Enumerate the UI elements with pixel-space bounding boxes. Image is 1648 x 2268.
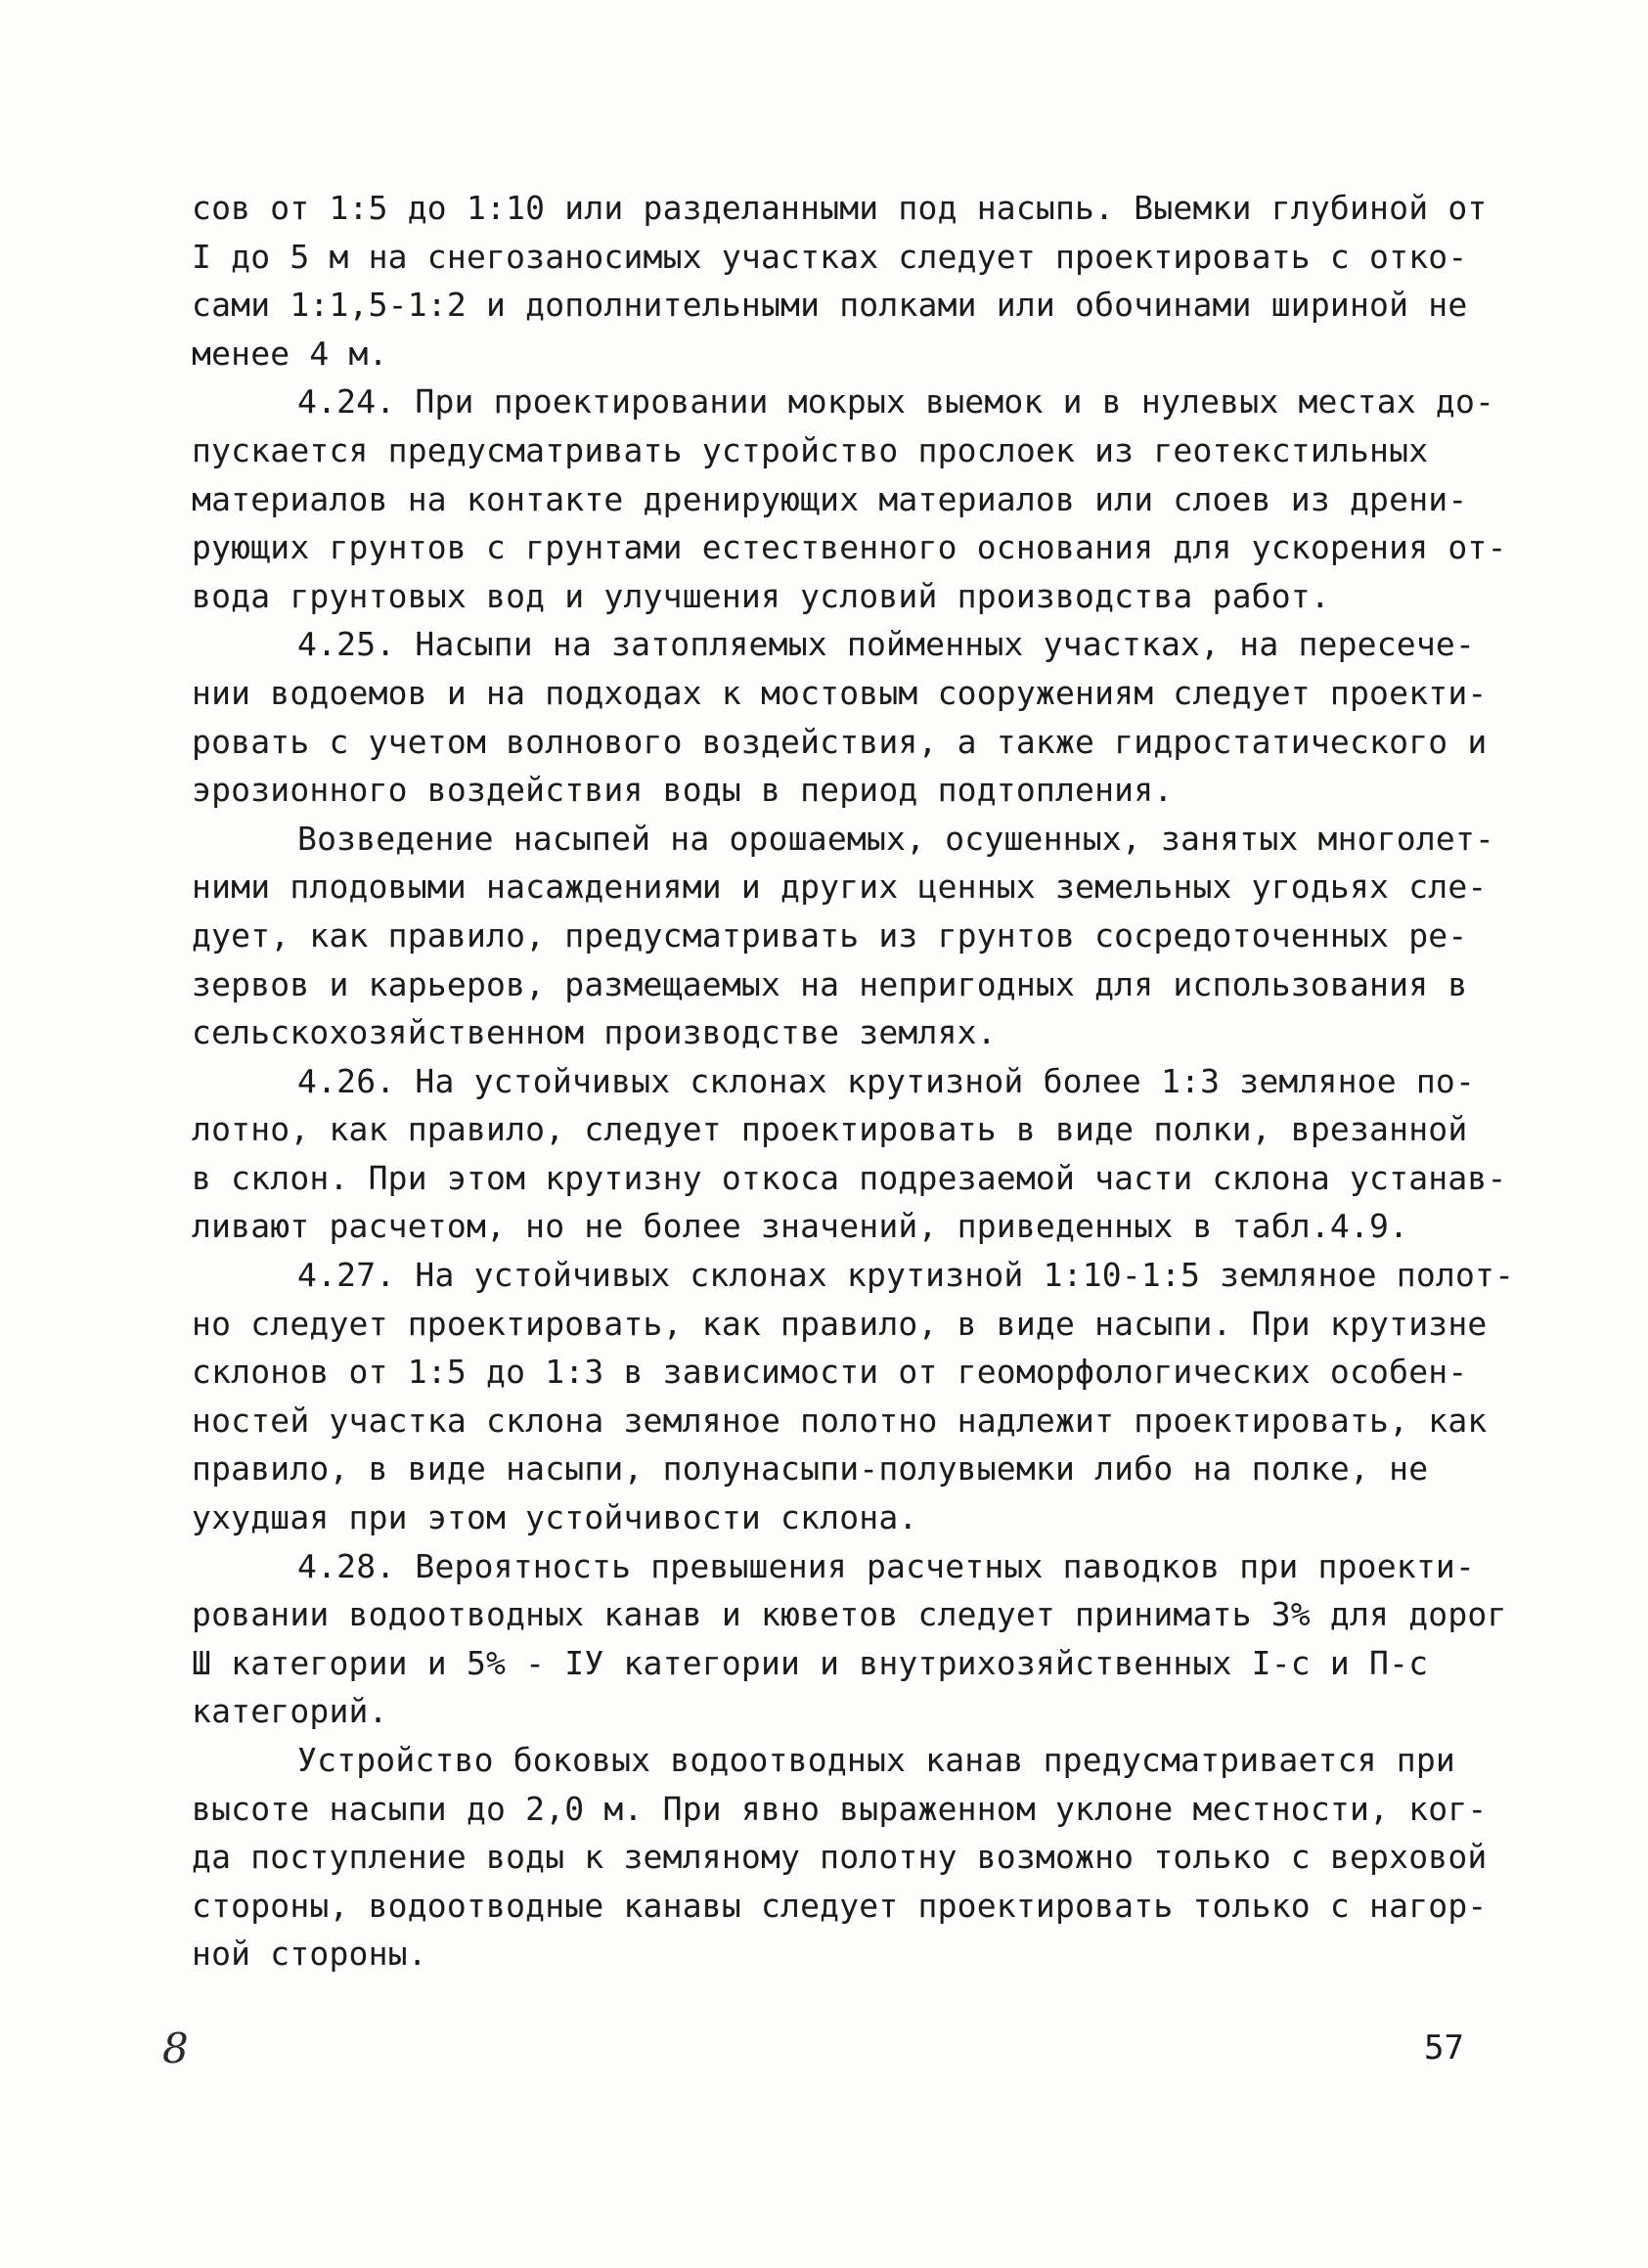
page-number: 57 <box>1424 2028 1464 2068</box>
text-line: менее 4 м. <box>192 334 388 373</box>
text-line: склонов от 1:5 до 1:3 в зависимости от геоморфологических особен- <box>192 1353 1468 1392</box>
text-line: I до 5 м на снегозаносимых участках следует проектировать с отко- <box>192 237 1468 276</box>
paragraph-start-ditches: Устройство боковых водоотводных канав предусматривается при <box>297 1741 1455 1779</box>
text-line: ной стороны. <box>192 1934 427 1974</box>
text-line: категорий. <box>192 1692 388 1731</box>
text-line: дует, как правило, предусматривать из грунтов сосредоточенных ре- <box>192 915 1468 955</box>
paragraph-start-4-28: 4.28. Вероятность превышения расчетных паводков при проекти- <box>297 1546 1476 1585</box>
paragraph-start-4-26: 4.26. На устойчивых склонах крутизной более 1:3 земляное по- <box>297 1061 1476 1100</box>
text-line: Ш категории и 5% - IУ категории и внутрихозяйственных I-с и П-с <box>192 1643 1429 1682</box>
text-line: лотно, как правило, следует проектировать в виде полки, врезанной <box>192 1110 1468 1149</box>
text-line: сами 1:1,5-1:2 и дополнительными полками или обочинами шириной не <box>192 286 1468 325</box>
text-line: вода грунтовых вод и улучшения условий производства работ. <box>192 576 1330 615</box>
text-line: зервов и карьеров, размещаемых на непригодных для использования в <box>192 964 1468 1003</box>
paragraph-start-4-27: 4.27. На устойчивых склонах крутизной 1:10-1:5 земляное полот- <box>297 1256 1515 1295</box>
text-line: сов от 1:5 до 1:10 или разделанными под насыпь. Выемки глубиной от <box>192 189 1488 227</box>
text-line: но следует проектировать, как правило, в виде насыпи. При крутизне <box>192 1304 1488 1343</box>
paragraph-start-4-24: 4.24. При проектировании мокрых выемок и в нулевых местах до- <box>297 382 1495 422</box>
text-line: ровать с учетом волнового воздействия, а также гидростатического и <box>192 722 1488 761</box>
body-text <box>192 184 1522 1979</box>
text-line: ностей участка склона земляное полотно надлежит проектировать, как <box>192 1401 1488 1440</box>
paragraph-start-embankments: Возведение насыпей на орошаемых, осушенных, занятых многолет- <box>297 819 1495 858</box>
text-line: высоте насыпи до 2,0 м. При явно выраженном уклоне местности, ког- <box>192 1789 1488 1828</box>
text-line: ливают расчетом, но не более значений, приведенных в табл.4.9. <box>192 1207 1409 1246</box>
text-line: нии водоемов и на подходах к мостовым сооружениям следует проекти- <box>192 673 1488 712</box>
text-line: сельскохозяйственном производстве землях. <box>192 1013 997 1052</box>
text-line: правило, в виде насыпи, полунасыпи-полувыемки либо на полке, не <box>192 1449 1429 1489</box>
paragraph-start-4-25: 4.25. Насыпи на затопляемых пойменных участках, на пересече- <box>297 625 1476 664</box>
handwritten-mark: 8 <box>162 2024 189 2072</box>
text-line: эрозионного воздействия воды в период подтопления. <box>192 771 1174 810</box>
text-line: стороны, водоотводные канавы следует проектировать только с нагор- <box>192 1886 1488 1925</box>
text-line: ними плодовыми насаждениями и других ценных земельных угодьях сле- <box>192 867 1488 907</box>
text-line: пускается предусматривать устройство прослоек из геотекстильных <box>192 430 1429 469</box>
text-line: ухудшая при этом устойчивости склона. <box>192 1498 918 1537</box>
text-line: в склон. При этом крутизну откоса подрезаемой части склона устанав- <box>192 1158 1507 1197</box>
text-line: да поступление воды к земляному полотну возможно только с верховой <box>192 1838 1488 1877</box>
text-line: материалов на контакте дренирующих материалов или слоев из дрени- <box>192 479 1468 518</box>
text-line: ровании водоотводных канав и кюветов следует принимать 3% для дорог <box>192 1595 1507 1634</box>
text-line: рующих грунтов с грунтами естественного основания для ускорения от- <box>192 528 1507 567</box>
